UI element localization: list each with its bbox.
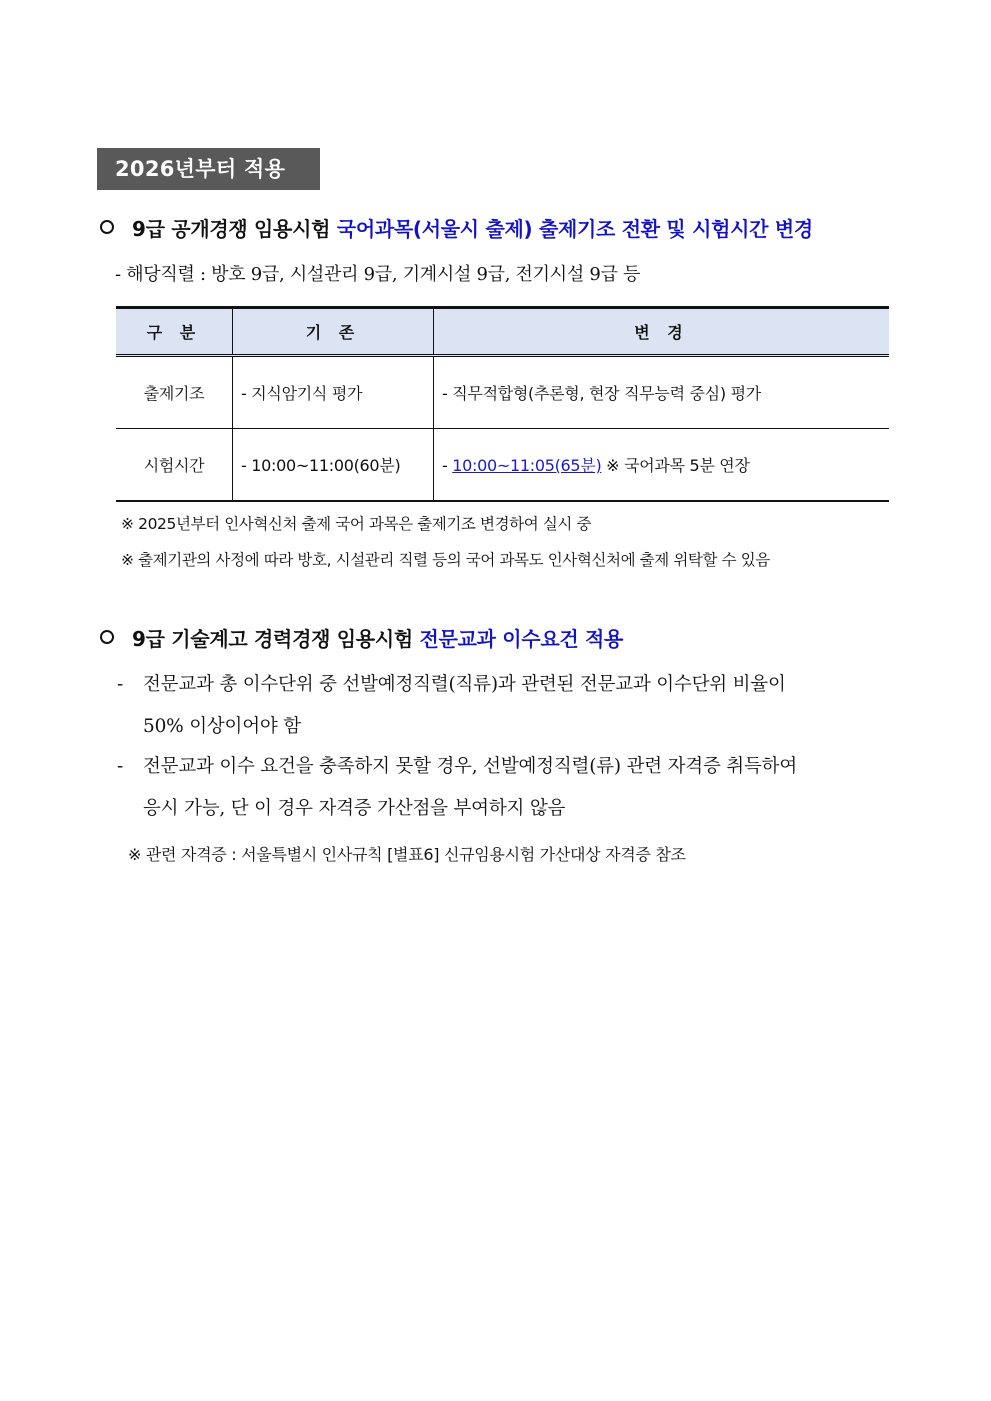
circle-bullet-icon (100, 220, 114, 234)
row-new-text: - 직무적합형(추론형, 현장 직무능력 중심) 평가 (442, 384, 761, 403)
row-category: 출제기조 (116, 356, 233, 429)
section1-heading (100, 213, 813, 242)
row-new (434, 429, 890, 502)
row-new-prefix: - (442, 456, 453, 475)
section2-heading-plain: 9급 기술계고 경력경쟁 임용시험 (132, 627, 420, 651)
circle-bullet-icon (100, 630, 114, 644)
item-line2: 50% 이상이어야 함 (143, 716, 301, 737)
dash-bullet: - (117, 674, 124, 695)
row-new-suffix: ※ 국어과목 5분 연장 (601, 456, 750, 475)
list-item (117, 664, 897, 748)
item-line1: 전문교과 이수 요건을 충족하지 못할 경우, 선발예정직렬(류) 관련 자격증 취득하여 (143, 756, 797, 777)
note-1: ※ 2025년부터 인사혁신처 출제 국어 과목은 출제기조 변경하여 실시 중 (121, 515, 592, 533)
certificate-note: ※ 관련 자격증 : 서울특별시 인사규칙 [별표6] 신규임용시험 가산대상 자격증 참조 (128, 845, 686, 864)
section-badge: 2026년부터 적용 (97, 148, 320, 190)
table-row (116, 356, 889, 429)
section2-heading-highlight: 전문교과 이수요건 적용 (419, 627, 624, 651)
header-category: 구 분 (116, 308, 233, 356)
row-category: 시험시간 (116, 429, 233, 502)
header-new: 변 경 (434, 308, 890, 356)
row-old: - 지식암기식 평가 (233, 356, 434, 429)
new-exam-time-highlight: 10:00~11:05(65분) (452, 456, 602, 475)
list-item (117, 746, 897, 830)
comparison-table (116, 306, 889, 502)
row-old: - 10:00~11:00(60분) (233, 429, 434, 502)
table-header-row (116, 308, 889, 356)
section1-heading-highlight: 국어과목(서울시 출제) 출제기조 전환 및 시험시간 변경 (336, 217, 813, 241)
dash-bullet: - (117, 756, 124, 777)
header-old: 기 존 (233, 308, 434, 356)
section1-heading-plain: 9급 공개경쟁 임용시험 (132, 217, 337, 241)
item-line2: 응시 가능, 단 이 경우 자격증 가산점을 부여하지 않음 (143, 798, 566, 819)
applicable-series: - 해당직렬 : 방호 9급, 시설관리 9급, 기계시설 9급, 전기시설 9급 등 (115, 264, 641, 285)
section2-heading (100, 623, 623, 652)
table-row (116, 429, 889, 502)
item-line1: 전문교과 총 이수단위 중 선발예정직렬(직류)과 관련된 전문교과 이수단위 비율이 (143, 674, 786, 695)
note-2: ※ 출제기관의 사정에 따라 방호, 시설관리 직렬 등의 국어 과목도 인사혁신처에 출제 위탁할 수 있음 (121, 551, 770, 569)
row-new (434, 356, 890, 429)
